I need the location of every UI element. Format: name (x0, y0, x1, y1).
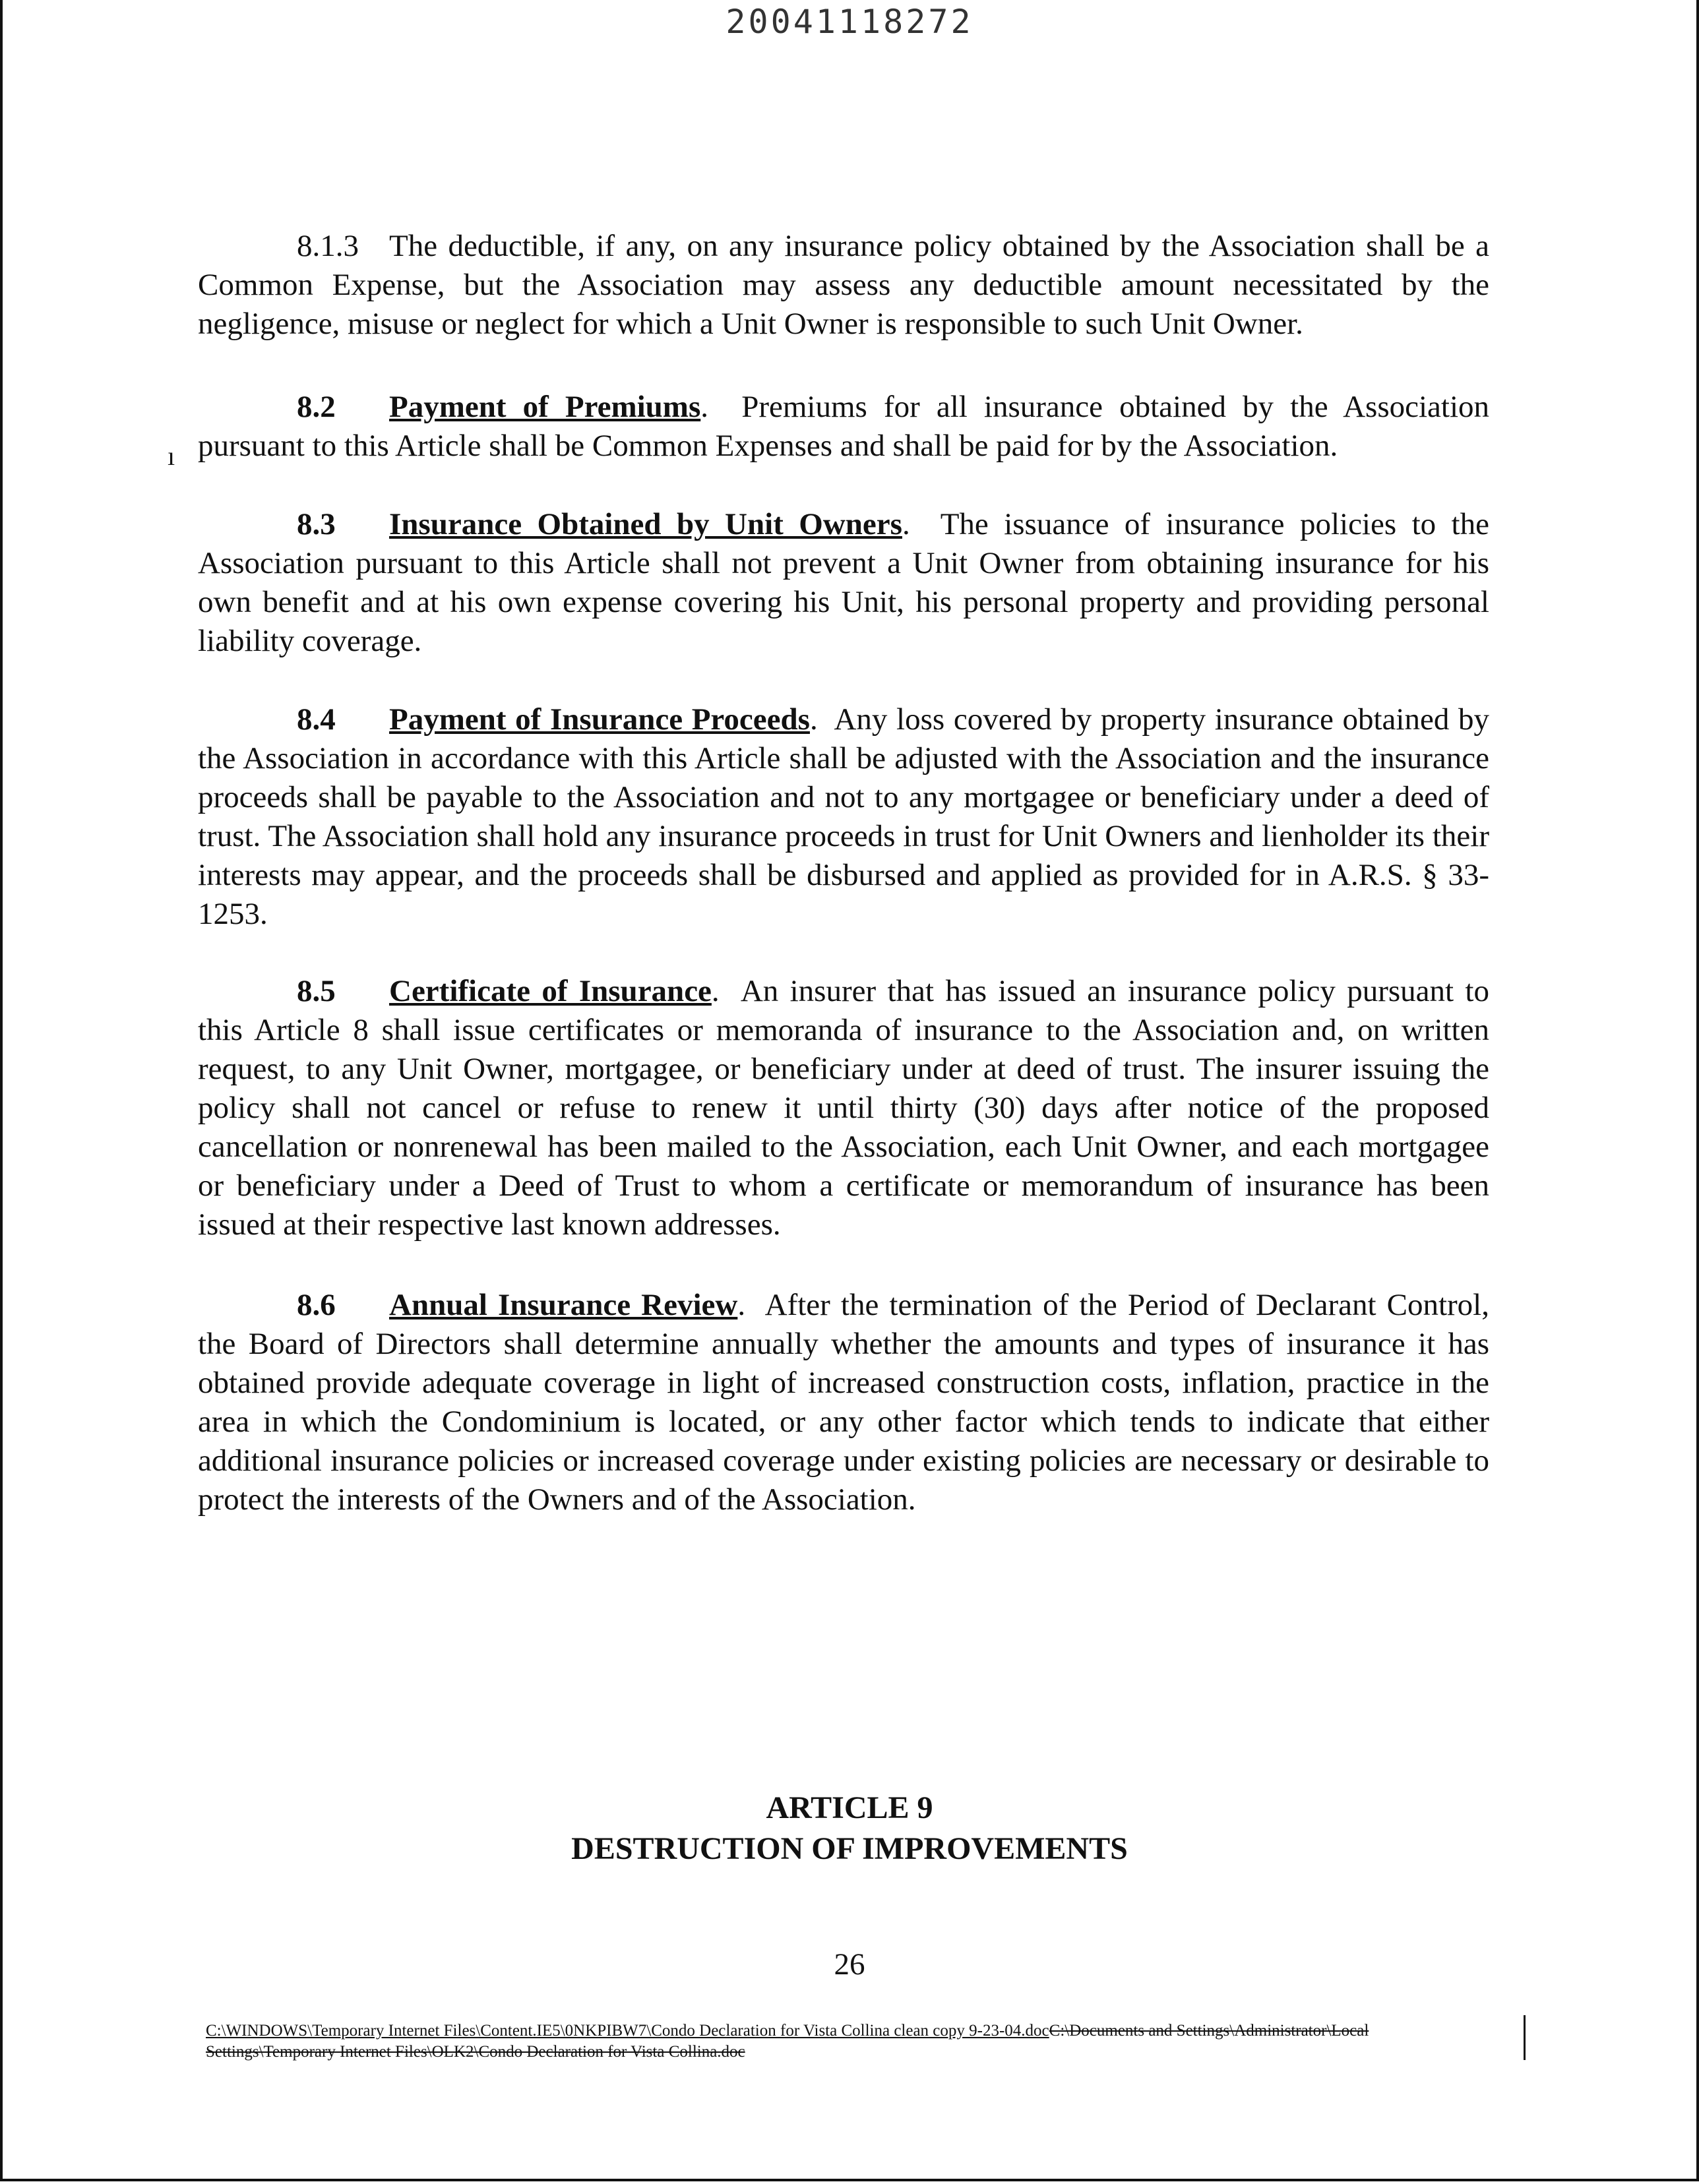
document-number: 20041118272 (726, 3, 973, 41)
section-text: The deductible, if any, on any insurance policy obtained by the Association shall be a Common Expense, but the Association may assess any deductible amount necessitated by the negligence, misuse or neglect for which a Unit Owner is responsible to such Unit Owner. (198, 229, 1489, 341)
section-number: 8.4 (297, 702, 336, 737)
section-heading: Payment of Premiums (389, 390, 701, 424)
footer-path-current: C:\WINDOWS\Temporary Internet Files\Content.IE5\0NKPIBW7\Condo Declaration for Vista Collina clean copy 9-23-04.doc (206, 2022, 1049, 2040)
page-number: 26 (834, 1947, 865, 1982)
heading-period: . (809, 702, 818, 737)
section-text: An insurer that has issued an insurance policy pursuant to this Article 8 shall issue certificates or memoranda of insurance to the Association and, on written request, to any Unit Owner, mortgagee, or beneficiary under at deed of trust. The insurer issuing the policy shall not cancel or refuse to renew it until thirty (30) days after notice of the proposed cancellation or nonrenewal has been mailed to the Association, each Unit Owner, and each mortgagee or beneficiary under a Deed of Trust to whom a certificate or memorandum of insurance has been issued at their respective last known addresses. (198, 974, 1489, 1242)
section-number: 8.6 (297, 1288, 336, 1322)
section-number: 8.2 (297, 390, 336, 424)
section-number: 8.1.3 (297, 229, 359, 263)
heading-period: . (737, 1288, 746, 1322)
section-8-4 (198, 700, 1489, 934)
section-heading: Certificate of Insurance (389, 974, 712, 1008)
section-heading: Payment of Insurance Proceeds (389, 702, 810, 737)
section-number: 8.3 (297, 507, 336, 541)
section-text: The issuance of insurance policies to the Association pursuant to this Article shall not prevent a Unit Owner from obtaining insurance for his own benefit and at his own expense covering his Unit, his personal property and providing personal liability coverage. (198, 507, 1489, 658)
section-text: Any loss covered by property insurance obtained by the Association in accordance with this Article shall be adjusted with the Association and the insurance proceeds shall be payable to the Association and not to any mortgagee or beneficiary under a deed of trust. The Association shall hold any insurance proceeds in trust for Unit Owners and lienholder its their interests may appear, and the proceeds shall be disbursed and applied as provided for in A.R.S. § 33-1253. (198, 702, 1489, 931)
footer-path-struck: C:\Documents and Settings\Administrator\Local Settings\Temporary Internet Files\OLK2\Condo Declaration for Vista Collina.doc (206, 2022, 1369, 2061)
section-text: After the termination of the Period of Declarant Control, the Board of Directors shall determine annually whether the amounts and types of insurance it has obtained provide adequate coverage in light of increased construction costs, inflation, practice in the area in which the Condominium is located, or any other factor which tends to indicate that either additional insurance policies or increased coverage under existing policies are necessary or desirable to protect the interests of the Owners and of the Association. (198, 1288, 1489, 1517)
section-heading: Annual Insurance Review (389, 1288, 738, 1322)
footer-file-path (206, 2020, 1393, 2063)
heading-period: . (902, 507, 910, 541)
section-number: 8.5 (297, 974, 336, 1008)
article-title: DESTRUCTION OF IMPROVEMENTS (571, 1831, 1128, 1866)
margin-mark: ı (168, 441, 175, 471)
heading-period: . (700, 390, 708, 424)
section-8-2 (198, 388, 1489, 466)
section-heading: Insurance Obtained by Unit Owners (389, 507, 902, 541)
section-8-6 (198, 1286, 1489, 1519)
revision-bar (1524, 2015, 1526, 2060)
section-8-5 (198, 972, 1489, 1244)
section-8-1-3 (198, 227, 1489, 344)
article-number: ARTICLE 9 (766, 1790, 933, 1825)
section-text: Premiums for all insurance obtained by the Association pursuant to this Article shall be Common Expenses and shall be paid for by the Association. (198, 390, 1490, 463)
heading-period: . (711, 974, 720, 1008)
section-8-3 (198, 505, 1489, 661)
